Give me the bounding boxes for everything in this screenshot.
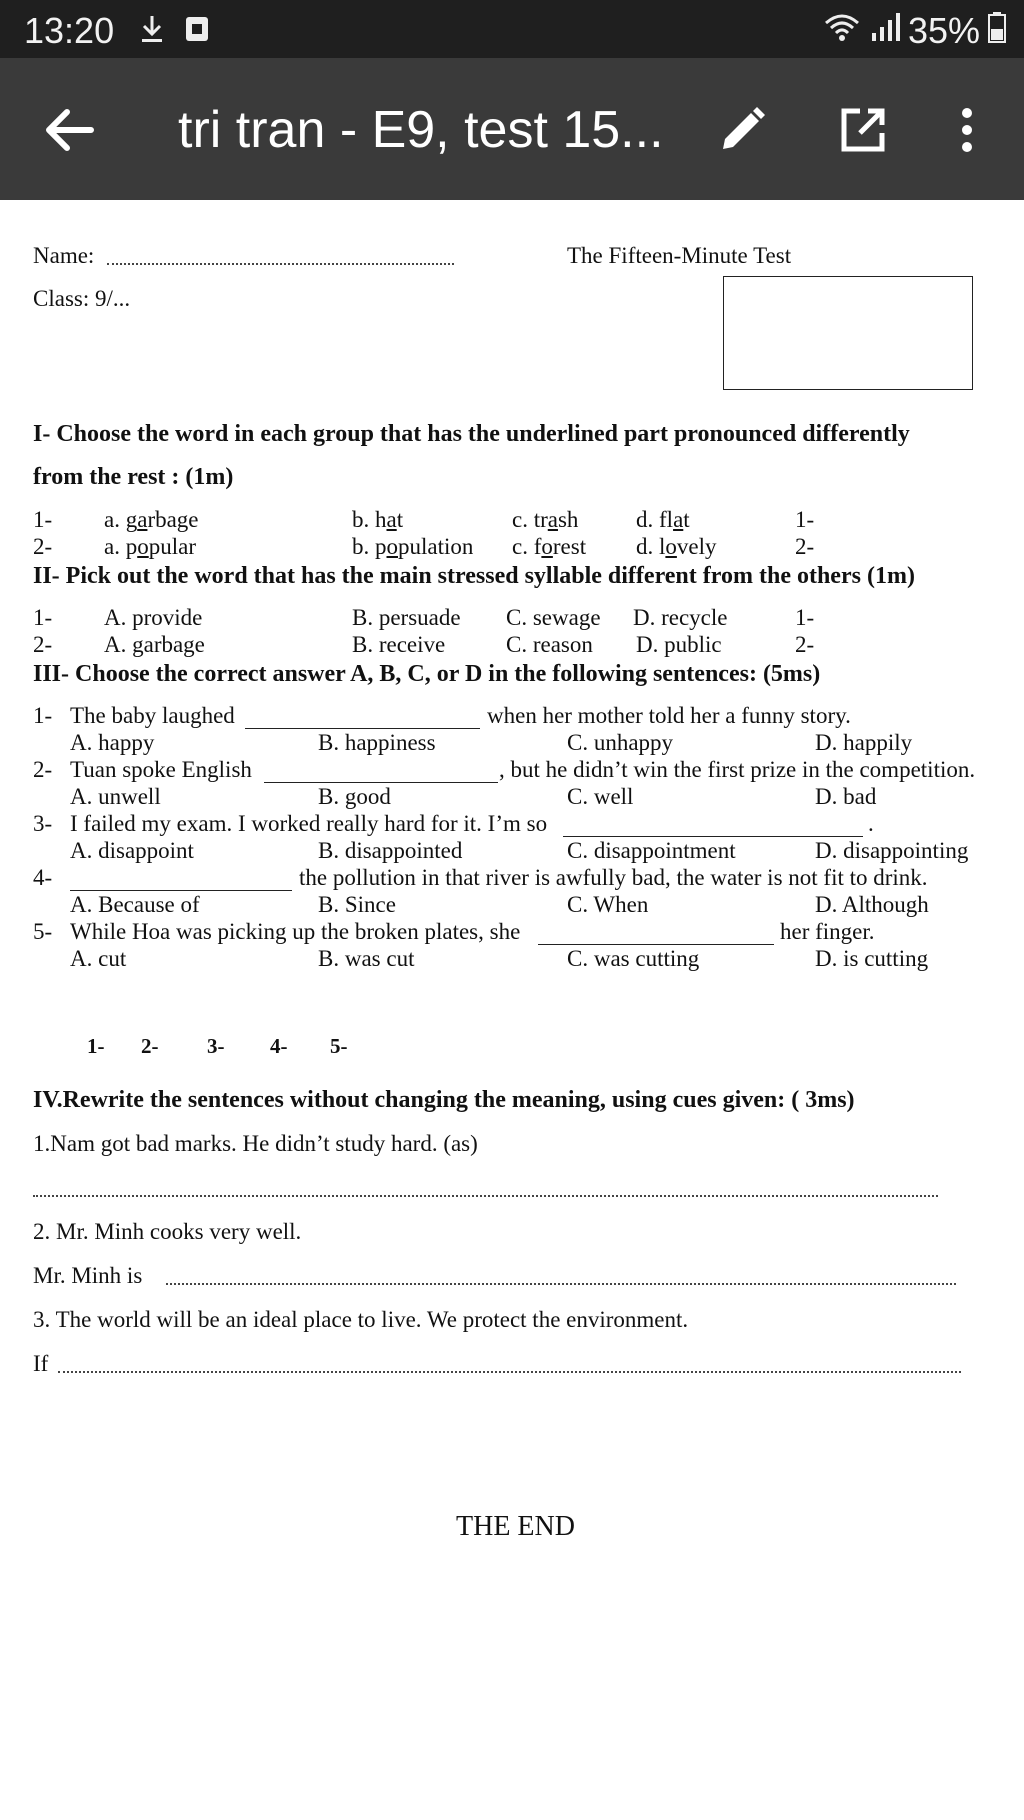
option-d: D. is cutting: [815, 946, 929, 971]
rewrite-sentence-3: 3. The world will be an ideal place to live. We protect the environment.: [33, 1307, 689, 1332]
section3-heading: III- Choose the correct answer A, B, C, or D in the following sentences: (5ms): [33, 661, 821, 687]
option-b: B. Since: [318, 892, 396, 917]
option-b: b. hat: [352, 507, 404, 532]
question-text: , but he didn’t win the first prize in the competition.: [499, 757, 976, 782]
option-a: A. disappoint: [70, 838, 194, 863]
status-bar: [0, 0, 1024, 58]
option-c: C. was cutting: [567, 946, 700, 971]
question-text: I failed my exam. I worked really hard for it. I’m so: [70, 811, 548, 836]
option-a: a. garbage: [104, 507, 199, 532]
section2-heading: II- Pick out the word that has the main stressed syllable different from the others (1m): [33, 563, 915, 589]
answer-slot: 2-: [795, 632, 815, 657]
answer-slot: 2-: [795, 534, 815, 559]
section1-heading: I- Choose the word in each group that has the underlined part pronounced differently: [33, 421, 910, 447]
option-d: d. flat: [636, 507, 690, 532]
document-title: tri tran - E9, test 15...: [178, 101, 664, 159]
option-c: C. well: [567, 784, 634, 809]
download-icon: [140, 14, 164, 49]
rewrite-cue-3: If: [33, 1351, 49, 1376]
answer-slot: 1-: [795, 605, 815, 630]
option-a: A. unwell: [70, 784, 161, 809]
back-button[interactable]: [38, 98, 102, 162]
more-options-button[interactable]: [935, 98, 999, 162]
battery-level: 35%: [907, 10, 980, 51]
option-c: C. When: [567, 892, 649, 917]
name-label: Name:: [33, 243, 95, 268]
option-a: A. garbage: [104, 632, 205, 657]
answer-slot: 4-: [270, 1034, 288, 1058]
answer-slot: 2-: [141, 1034, 159, 1058]
answer-slot: 5-: [330, 1034, 348, 1058]
section1-heading-cont: from the rest : (1m): [33, 464, 234, 490]
option-b: b. population: [352, 534, 474, 559]
option-d: d. lovely: [636, 534, 717, 559]
option-d: D. Although: [815, 892, 929, 917]
question-text: her finger.: [780, 919, 875, 944]
option-b: B. persuade: [352, 605, 461, 630]
option-c: C. reason: [506, 632, 593, 657]
wifi-icon: [822, 10, 862, 52]
option-a: A. happy: [70, 730, 155, 755]
option-b: B. disappointed: [318, 838, 463, 863]
answer-slot: 1-: [795, 507, 815, 532]
status-time: 13:20: [24, 10, 115, 51]
question-text: While Hoa was picking up the broken plates, she: [70, 919, 521, 944]
more-vert-icon: [959, 105, 975, 155]
option-b: B. was cut: [318, 946, 415, 971]
open-in-new-icon: [838, 105, 888, 155]
question-text: the pollution in that river is awfully bad, the water is not fit to drink.: [299, 865, 928, 890]
rewrite-sentence-2: 2. Mr. Minh cooks very well.: [33, 1219, 302, 1244]
open-external-button[interactable]: [831, 98, 895, 162]
option-b: B. good: [318, 784, 391, 809]
app-bar: [0, 58, 1024, 200]
option-c: C. disappointment: [567, 838, 736, 863]
option-a: a. popular: [104, 534, 196, 559]
option-b: B. receive: [352, 632, 446, 657]
option-d: D. public: [636, 632, 722, 657]
option-d: D. disappointing: [815, 838, 969, 863]
signal-icon: [870, 10, 900, 52]
answer-slot: 1-: [87, 1034, 105, 1058]
answer-slot: 3-: [207, 1034, 225, 1058]
section4-heading: IV.Rewrite the sentences without changing the meaning, using cues given: ( 3ms): [33, 1087, 855, 1113]
the-end: THE END: [456, 1511, 575, 1542]
name-fill-line[interactable]: [107, 263, 454, 265]
test-title: The Fifteen-Minute Test: [567, 243, 792, 268]
score-box: [723, 276, 973, 390]
option-c: C. sewage: [506, 605, 601, 630]
option-a: A. cut: [70, 946, 127, 971]
question-text: The baby laughed: [70, 703, 235, 728]
option-c: C. unhappy: [567, 730, 674, 755]
option-c: c. forest: [512, 534, 587, 559]
back-arrow-icon: [45, 108, 95, 152]
rewrite-sentence-1: 1.Nam got bad marks. He didn’t study hard. (as): [33, 1131, 478, 1156]
option-a: A. provide: [104, 605, 203, 630]
option-d: D. bad: [815, 784, 877, 809]
option-b: B. happiness: [318, 730, 436, 755]
question-text: .: [868, 811, 874, 836]
option-d: D. recycle: [633, 605, 728, 630]
rewrite-answer-line-1[interactable]: [33, 1195, 938, 1197]
rewrite-answer-line-2[interactable]: [166, 1283, 956, 1285]
rewrite-cue-2: Mr. Minh is: [33, 1263, 143, 1288]
document-page: Name: The Fifteen-Minute Test Class: 9/... I- Choose the word in each group that has the underlined part pronounced differently from the rest : (1m) 1- a. garbage b. hat c. trash d. flat 1- 2- a. popular b. population c. forest d. lovely 2- II- Pick out the word that has the main stressed syllable different from the others (1m) 1- A. provide B. persuade C. sewage D. recycle 1- 2- A. garbage B. receive C. reason D. public 2- III- Choose the correct answer A, B, C, or D in the following sentences: (5ms) 1- The baby laughed when her mother told her a funny story. A. happy B. happiness C. unhappy D. happily 2- Tuan spoke English , but he didn’t win the first prize in the competition. A. unwell B. good C. well D. bad 3- I failed my exam. I worked really hard for it. I’m so . A. disappoint B. disappointed C. disappointment D. disappointing 4- the pollution in that river is awfully bad, the water is not fit to drink. A. Because of B. Since C. When D. Although 5- While Hoa was picking up the broken plates, she her finger. A. cut B. was cut C. was cutting D. is cutting 1- 2- 3- 4- 5- IV.Rewrite the sentences without changing the meaning, using cues given: ( 3ms) 1.Nam got bad marks. He didn’t study hard. (as) 2. Mr. Minh cooks very well. Mr. Minh is 3. The world will be an ideal place to live. We protect the environment. If THE END: [33, 243, 976, 1542]
screenshot-icon: [184, 14, 210, 49]
rewrite-answer-line-3[interactable]: [58, 1371, 961, 1373]
class-label: Class: 9/...: [33, 286, 131, 311]
question-text: Tuan spoke English: [70, 757, 252, 782]
option-a: A. Because of: [70, 892, 200, 917]
option-d: D. happily: [815, 730, 913, 755]
question-text: when her mother told her a funny story.: [487, 703, 851, 728]
pencil-icon: [717, 105, 767, 155]
edit-button[interactable]: [710, 98, 774, 162]
option-c: c. trash: [512, 507, 579, 532]
battery-icon: [988, 10, 1006, 52]
